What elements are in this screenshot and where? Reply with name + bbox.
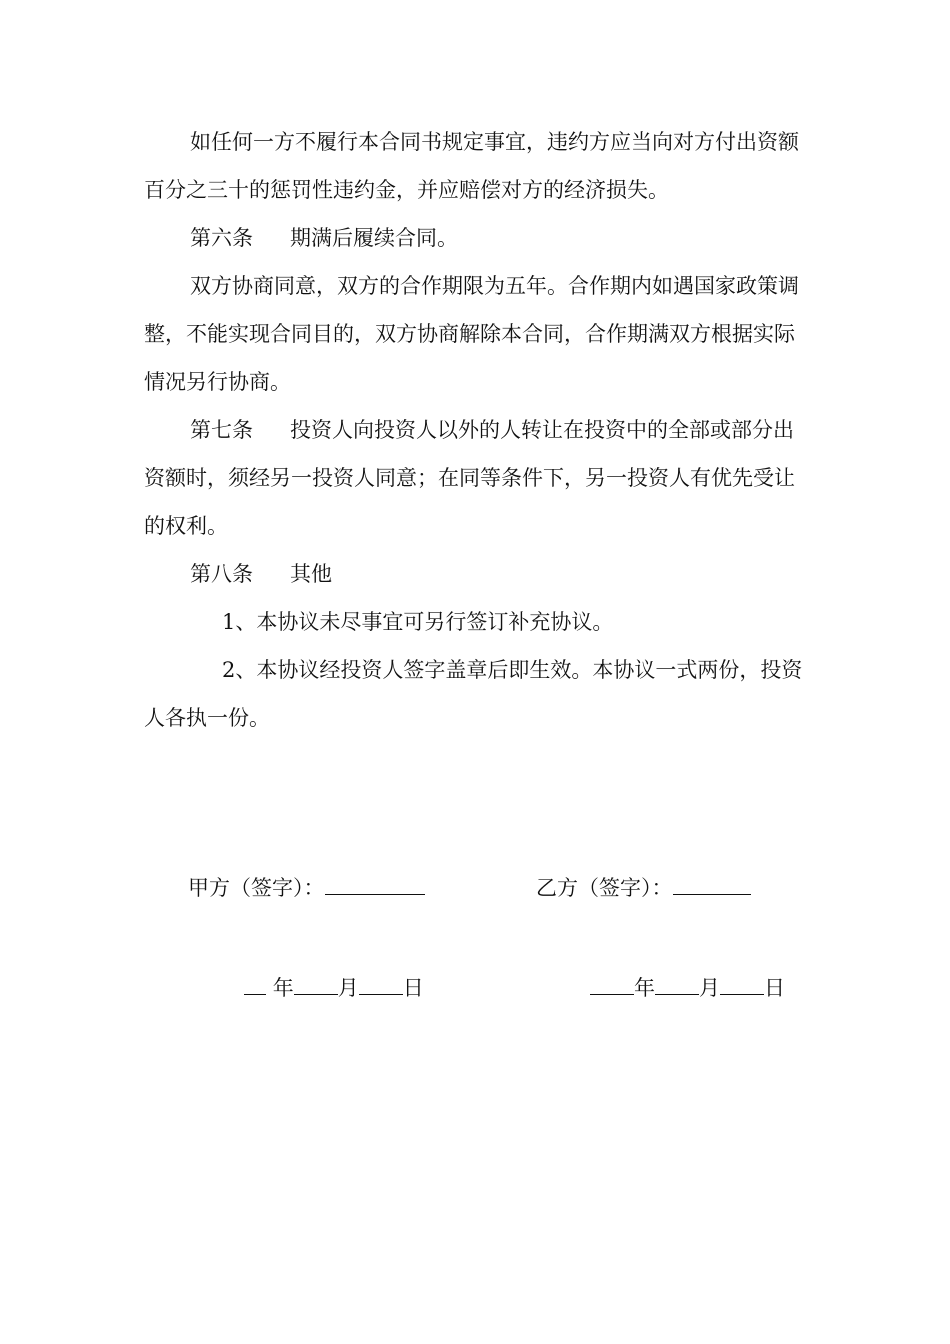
- article-8-item-1: 1、本协议未尽事宜可另行签订补充协议。: [222, 610, 614, 634]
- party-b-year-blank: [590, 972, 634, 995]
- party-a-label: 甲方（签字）：: [188, 876, 325, 900]
- party-a-year-label: 年: [272, 976, 294, 1000]
- article-6-number: 第六条: [190, 226, 253, 250]
- party-b-year-label: 年: [634, 976, 655, 1000]
- article-8-number: 第八条: [190, 562, 253, 586]
- party-b-label: 乙方（签字）：: [536, 876, 673, 900]
- party-b-day-label: 日: [764, 976, 785, 1000]
- article-8-item-2: 2、本协议经投资人签字盖章后即生效。本协议一式两份，投资人各执一份。: [144, 658, 803, 730]
- party-a-date: [244, 972, 424, 1003]
- party-b-signature: [536, 872, 751, 903]
- article-7: [144, 406, 808, 550]
- party-b-day-blank: [720, 972, 764, 995]
- article-7-text: 投资人向投资人以外的人转让在投资中的全部或部分出资额时，须经另一投资人同意；在同等条件下，另一投资人有优先受让的权利。: [144, 418, 795, 538]
- party-b-month-label: 月: [699, 976, 720, 1000]
- party-b-month-blank: [655, 972, 699, 995]
- article-8-title: 其他: [290, 562, 332, 586]
- contract-body: [144, 118, 808, 742]
- party-b-date: [590, 972, 785, 1003]
- article-6-title: 期满后履续合同。: [290, 226, 458, 250]
- party-a-day-blank: [359, 972, 403, 995]
- article-6-heading: [144, 214, 808, 262]
- article-7-number: 第七条: [190, 418, 253, 442]
- party-a-month-label: 月: [337, 976, 359, 1000]
- article-8-heading: [144, 550, 808, 598]
- party-a-signature: [188, 872, 425, 903]
- term-clause: 双方协商同意，双方的合作期限为五年。合作期内如遇国家政策调整，不能实现合同目的，双方协商解除本合同，合作期满双方根据实际情况另行协商。: [144, 274, 799, 394]
- party-a-day-label: 日: [402, 976, 424, 1000]
- party-a-signature-blank: [325, 872, 425, 895]
- party-a-year-blank: [244, 972, 266, 995]
- breach-clause: 如任何一方不履行本合同书规定事宜，违约方应当向对方付出资额百分之三十的惩罚性违约金，并应赔偿对方的经济损失。: [144, 130, 799, 202]
- party-a-month-blank: [294, 972, 338, 995]
- party-b-signature-blank: [673, 872, 751, 895]
